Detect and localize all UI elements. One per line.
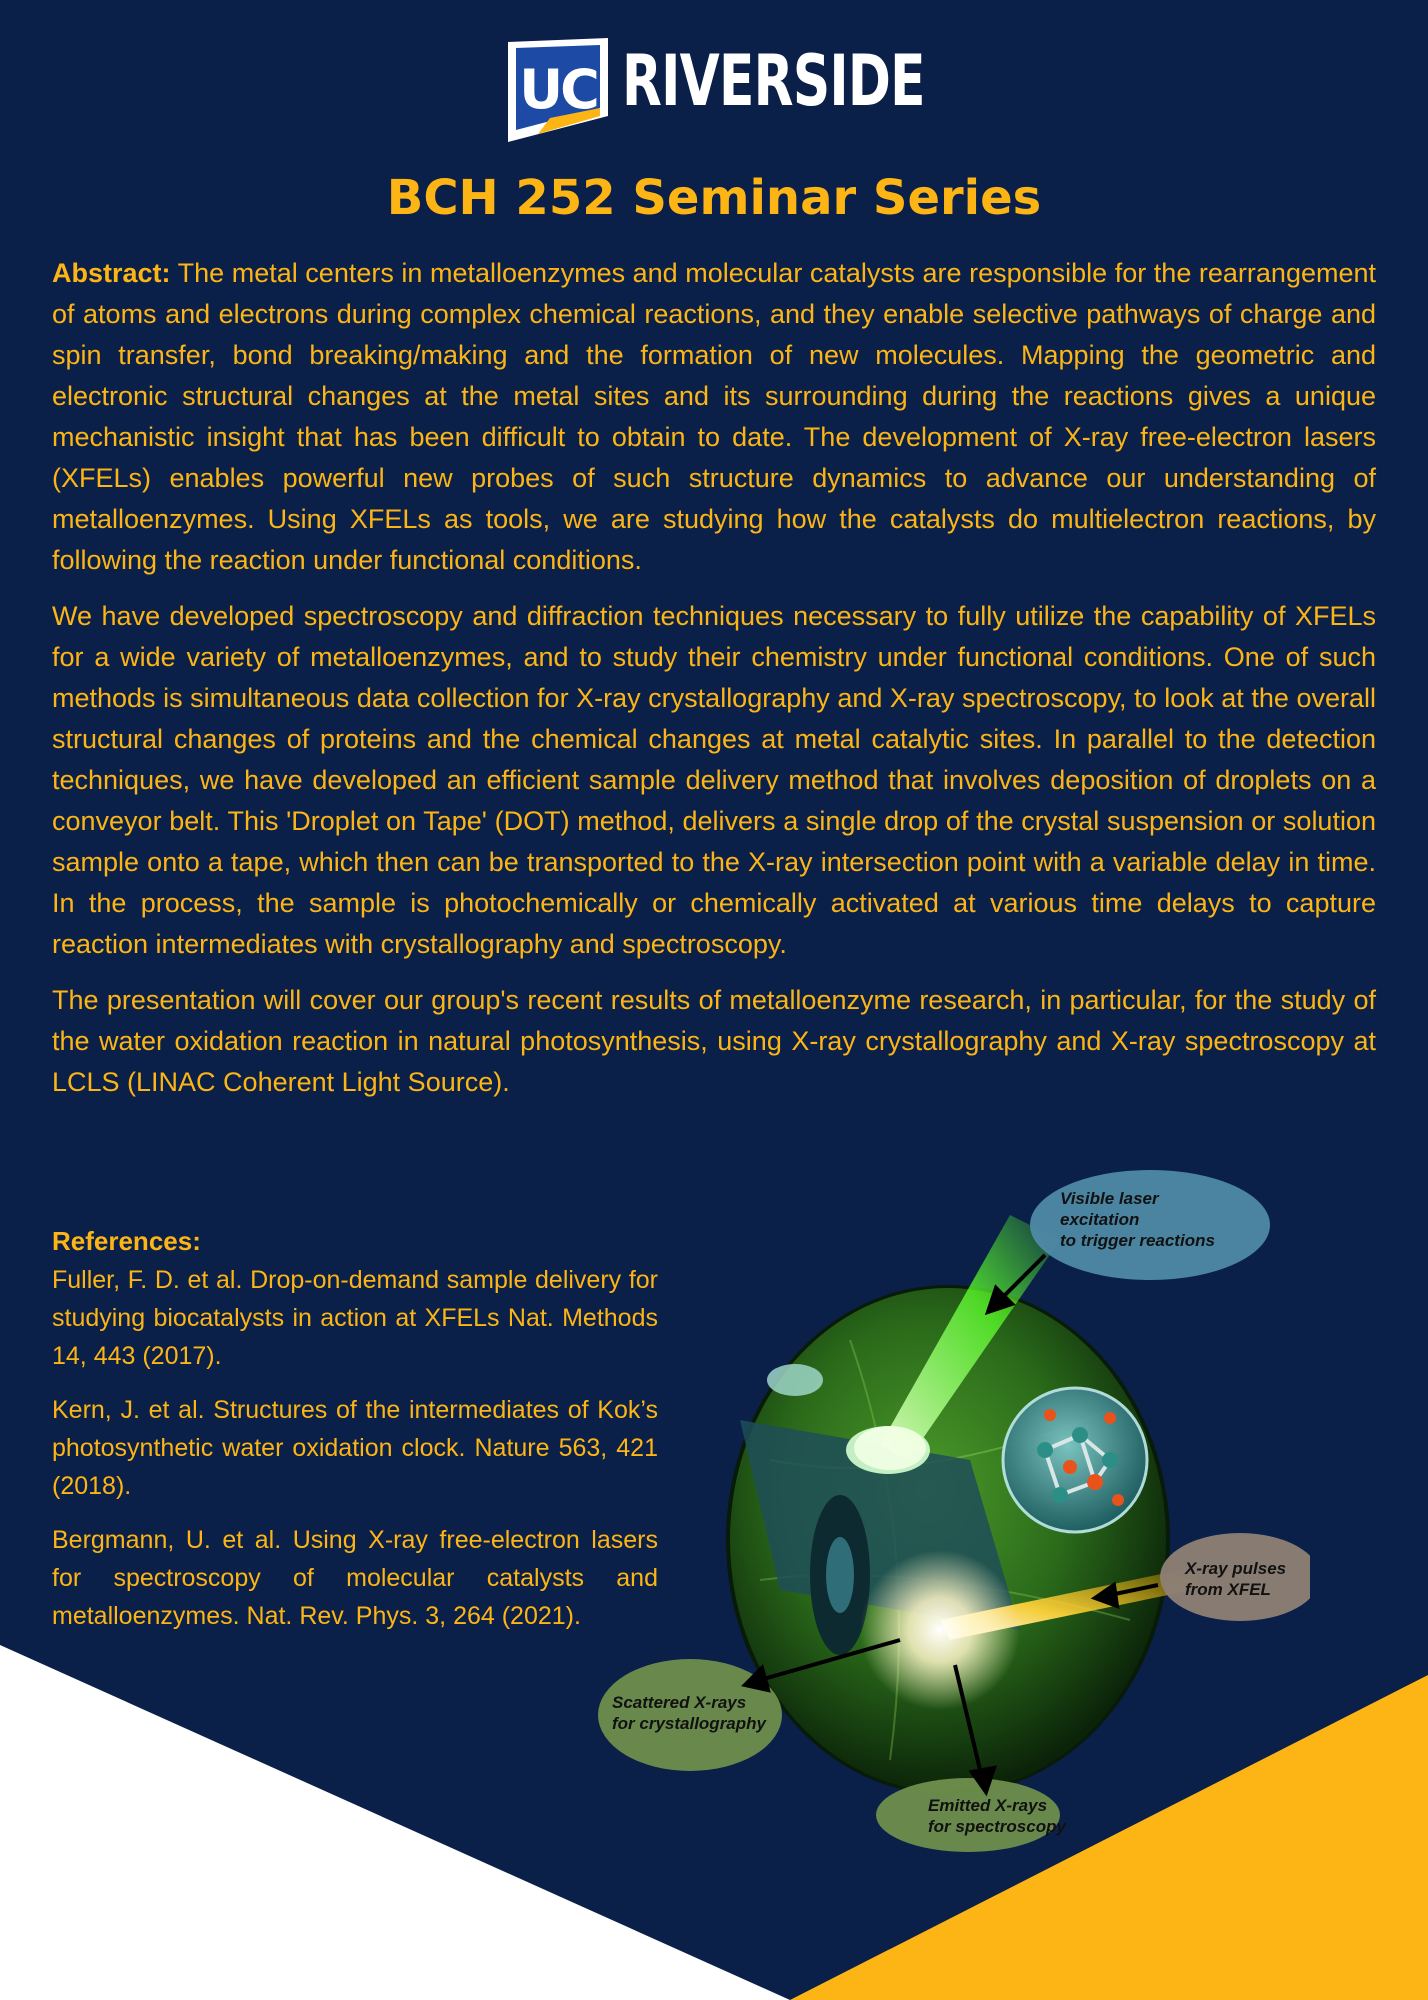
droplet [767, 1364, 823, 1396]
abstract-paragraph-3: The presentation will cover our group's recent results of metalloenzyme research, in particular, for the study of the water oxidation reaction in natural photosynthesis, using X-ray crystallography and X-ray spectroscopy at LCLS (LINAC Coherent Light Source). [52, 985, 1376, 1097]
scattered-xrays-label: Scattered X-rays for crystallography [612, 1693, 766, 1733]
xfel-experiment-figure [590, 1160, 1310, 1860]
logo-shield-text: UC [519, 58, 597, 121]
emitted-xrays-label: Emitted X-rays for spectroscopy [928, 1796, 1066, 1836]
logo-shield-icon [508, 38, 612, 142]
abstract-paragraph-1 [52, 253, 1376, 581]
abstract-paragraph-1-text: The metal centers in metalloenzymes and molecular catalysts are responsible for the rearrangement of atoms and electrons during complex chemical reactions, and they enable selective pathways of charge and spin transfer, bond breaking/making and the formation of new molecules. Mapping the geometric and electronic structural changes at the metal sites and its surrounding during the reactions gives a unique mechanistic insight that has been difficult to obtain to date. The development of X-ray free-electron lasers (XFELs) enables powerful new probes of such structure dynamics to advance our understanding of metalloenzymes. Using XFELs as tools, we are studying how the catalysts do multielectron reactions, by following the reaction under functional conditions. [52, 258, 1377, 575]
figure-illustration [590, 1160, 1310, 1860]
abstract-label: Abstract: [52, 258, 171, 288]
abstract-paragraph-2: We have developed spectroscopy and diffraction techniques necessary to fully utilize the capability of XFELs for a wide variety of metalloenzymes, and to study their chemistry under functional conditions. One of such methods is simultaneous data collection for X-ray crystallography and X-ray spectroscopy, to look at the overall structural changes of proteins and the chemical changes at metal catalytic sites. In parallel to the detection techniques, we have developed an efficient sample delivery method that involves deposition of droplets on a conveyor belt. This 'Droplet on Tape' (DOT) method, delivers a single drop of the crystal suspension or solution sample onto a tape, which then can be transported to the X-ray intersection point with a variable delay in time. In the process, the sample is photochemically or chemically activated at various time delays to capture reaction intermediates with crystallography and spectroscopy. [52, 601, 1376, 959]
page-title: BCH 252 Seminar Series [386, 170, 1042, 226]
laser-excitation-label: Visible laser excitation to trigger reactions [1060, 1189, 1215, 1250]
logo-wordmark: RIVERSIDE [622, 40, 925, 122]
reference-item: Fuller, F. D. et al. Drop-on-demand sample delivery for studying biocatalysts in action at XFELs Nat. Methods 14, 443 (2017). [52, 1266, 658, 1370]
references-heading: References: [52, 1226, 201, 1256]
uc-riverside-logo [508, 38, 925, 142]
abstract-section [52, 253, 1376, 1118]
xray-pulses-label: X-ray pulses from XFEL [1185, 1559, 1287, 1599]
reference-item: Bergmann, U. et al. Using X-ray free-electron lasers for spectroscopy of molecular catalysts and metalloenzymes. Nat. Rev. Phys. 3, 264 (2021). [52, 1526, 658, 1630]
reference-item: Kern, J. et al. Structures of the intermediates of Kok’s photosynthetic water oxidation clock. Nature 563, 421 (2018). [52, 1396, 658, 1500]
molecule-bubble [1003, 1388, 1147, 1532]
xray-flash [860, 1550, 1020, 1710]
references-section [52, 1223, 658, 1651]
